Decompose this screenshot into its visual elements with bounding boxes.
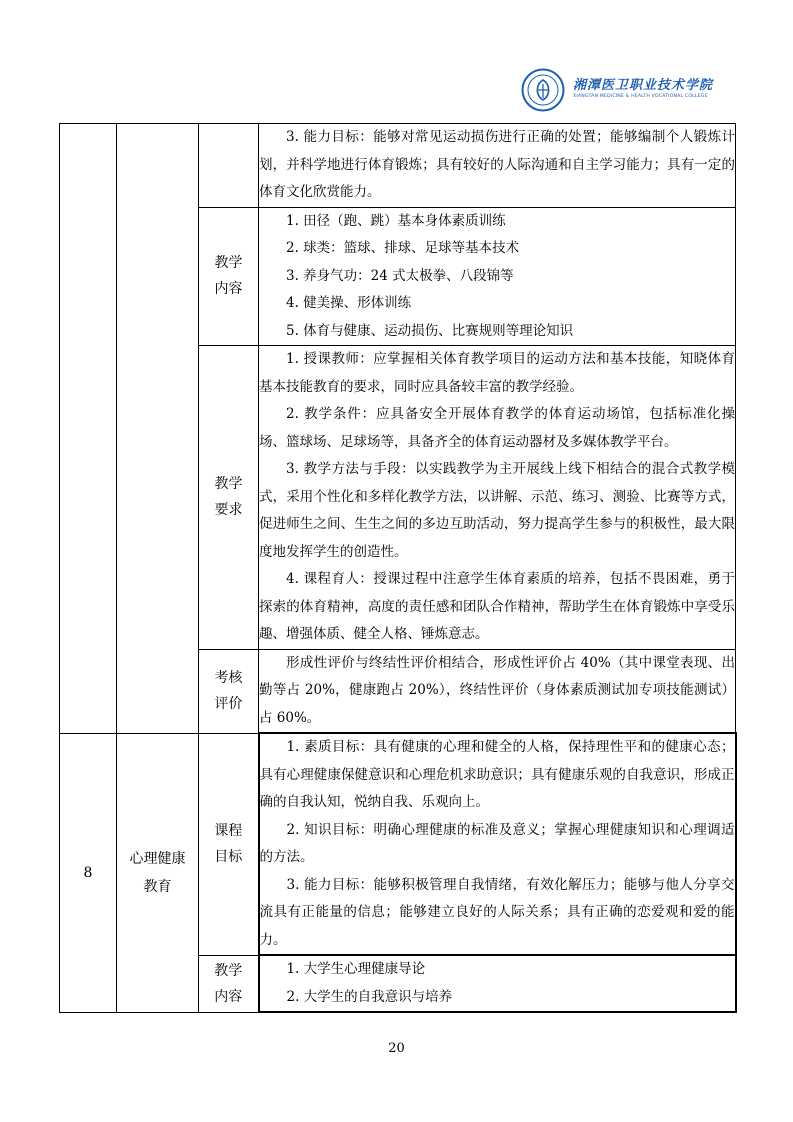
- mental-goal-label: 课程目标: [199, 733, 259, 955]
- mental-goal-item: 3. 能力目标：能够积极管理自我情绪，有效化解压力；能够与他人分享交流具有正能量的信息；能够建立良好的人际关系；具有正确的恋爱观和爱的能力。: [259, 876, 735, 948]
- mental-goal-row: [60, 733, 736, 955]
- curriculum-table: [59, 123, 737, 1013]
- pe-content-item: 1. 田径（跑、跳）基本身体素质训练: [286, 212, 506, 229]
- pe-requirement-item: 3. 教学方法与手段：以实践教学为主开展线上线下相结合的混合式教学模式，采用个性化和多样化教学方法，以讲解、示范、练习、测验、比赛等方式，促进师生之间、生生之间的多边互助活动，努力提高学生参与的积极性，最大限度地发挥学生的创造性。: [259, 461, 735, 560]
- pe-requirement-item: 2. 教学条件：应具备安全开展体育教学的体育运动场馆，包括标准化操场、篮球场、足球场等，具备齐全的体育运动器材及多媒体教学平台。: [259, 406, 735, 450]
- pe-name-cell: [117, 124, 199, 734]
- mental-goal-item: 1. 素质目标：具有健康的心理和健全的人格，保持理性平和的健康心态；具有心理健康保健意识和心理危机求助意识；具有健康乐观的自我意识，形成正确的自我认知，悦纳自我、乐观向上。: [259, 739, 735, 810]
- college-logo: [521, 68, 714, 112]
- pe-assessment-label: 考核评价: [199, 649, 259, 733]
- mental-content-list: [259, 955, 736, 1012]
- college-name-en: XIANGTAN MEDICINE & HEALTH VOCATIONAL COLLEGE: [573, 94, 708, 99]
- pe-requirement-item: 4. 课程育人：授课过程中注意学生体育素质的培养，包括不畏困难，勇于探索的体育精神，高度的责任感和团队合作精神，帮助学生在体育锻炼中享受乐趣、增强体质、健全人格、锤炼意志。: [259, 571, 735, 642]
- mental-goal-item: 2. 知识目标：明确心理健康的标准及意义；掌握心理健康知识和心理调适的方法。: [259, 821, 735, 865]
- pe-content-item: 5. 体育与健康、运动损伤、比赛规则等理论知识: [286, 322, 574, 339]
- pe-ability-goal-text: 3. 能力目标：能够对常见运动损伤进行正确的处置；能够编制个人锻炼计划，并科学地进行体育锻炼；具有较好的人际沟通和自主学习能力；具有一定的体育文化欣赏能力。: [259, 129, 735, 200]
- course-name: 心理健康教育: [117, 733, 199, 1012]
- course-number: 8: [60, 733, 117, 1012]
- college-seal-icon: [521, 68, 565, 112]
- pe-goal-3: [259, 124, 736, 208]
- pe-goal-label-cell: [199, 124, 259, 208]
- pe-number-cell: [60, 124, 117, 734]
- pe-content-label: 教学内容: [199, 207, 259, 346]
- mental-content-item: 1. 大学生心理健康导论: [286, 961, 426, 977]
- pe-content-list: [259, 207, 736, 346]
- mental-content-item: 2. 大学生的自我意识与培养: [286, 988, 453, 1005]
- pe-requirement-label: 教学要求: [199, 346, 259, 650]
- pe-goal-row: [60, 124, 736, 208]
- pe-requirement-list: [259, 346, 736, 650]
- pe-requirement-item: 1. 授课教师：应掌握相关体育教学项目的运动方法和基本技能，知晓体育基本技能教育的要求，同时应具备较丰富的教学经验。: [259, 351, 735, 395]
- pe-content-item: 2. 球类：篮球、排球、足球等基本技术: [286, 240, 520, 256]
- pe-content-item: 4. 健美操、形体训练: [286, 295, 412, 311]
- page-number: 20: [388, 1041, 405, 1056]
- pe-assessment-text: 形成性评价与终结性评价相结合，形成性评价占 40%（其中课堂表现、出勤等占 20%，健康跑占 20%），终结性评价（身体素质测试加专项技能测试）占 60%。: [259, 649, 736, 733]
- mental-content-label: 教学内容: [199, 955, 259, 1012]
- pe-content-item: 3. 养身气功：24 式太极拳、八段锦等: [286, 267, 514, 284]
- mental-goal-list: [259, 733, 736, 955]
- college-name-cn: 湘潭医卫职业技术学院: [573, 78, 714, 93]
